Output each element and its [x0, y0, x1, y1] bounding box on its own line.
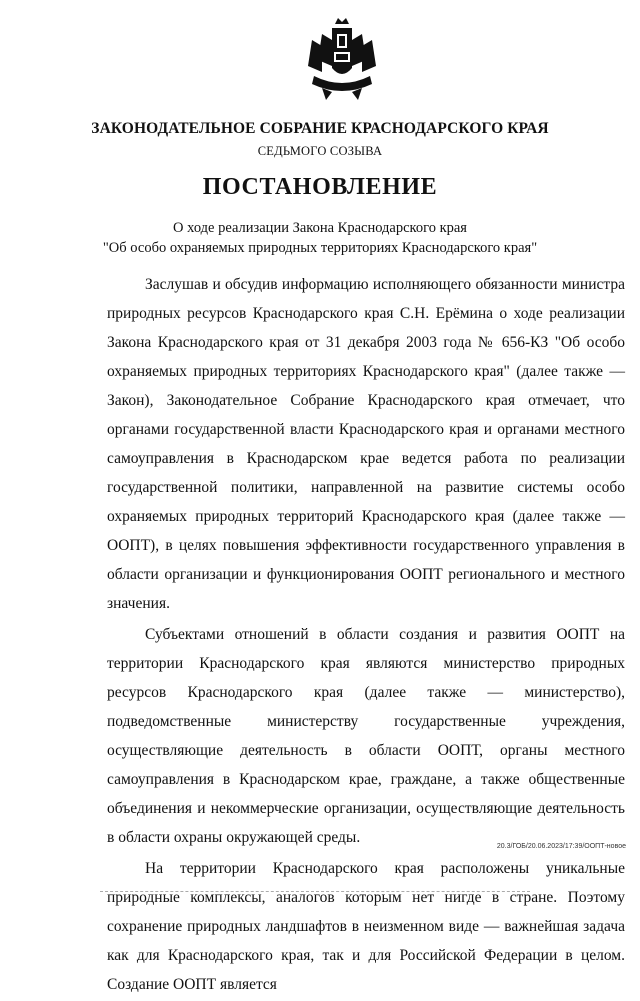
document-type: ПОСТАНОВЛЕНИЕ: [202, 174, 438, 200]
paragraph-1: Заслушав и обсудив информацию исполняющего обязанности министра природных ресурсов Краснодарского края С.Н. Ерёмина о ходе реализации Закона Краснодарского края от 31 декабря 2003 года № 656-КЗ "Об особо охраняемых природных территориях Краснодарского края" (далее также — Закон), Законодательное Собрание Краснодарского края отмечает, что органами государственной власти Краснодарского края и органами местного самоуправления в Краснодарском крае ведется работа по реализации государственной политики, направленной на развитие системы особо охраняемых природных территорий Краснодарского края (далее также — ООПТ), в целях повышения эффективности государственного управления в области организации и функционирования ООПТ регионального и местного значения.: [107, 276, 625, 612]
paragraph-2: Субъектами отношений в области создания и развития ООПТ на территории Краснодарского края являются министерство природных ресурсов Краснодарского края (далее также — министерство), подведомственные министерству государственные учреждения, осуществляющие деятельность в области ООПТ, органы местного самоуправления в Краснодарском крае, граждане, а также общественные объединения и некоммерческие организации, осуществляющие деятельность в области охраны окружающей среды.: [107, 626, 625, 846]
organization-name: ЗАКОНОДАТЕЛЬНОЕ СОБРАНИЕ КРАСНОДАРСКОГО КРАЯ: [91, 120, 549, 137]
subject-line-2: "Об особо охраняемых природных территориях Краснодарского края": [102, 240, 538, 256]
subject-line-1: О ходе реализации Закона Краснодарского края: [173, 220, 467, 236]
scan-edge-line: [100, 891, 530, 892]
document-subject: [0, 218, 640, 258]
convocation: СЕДЬМОГО СОЗЫВА: [257, 144, 383, 158]
document-code: 20.3/ГОБ/20.06.2023/17:39/ООПТ-новое: [496, 843, 626, 850]
paragraph-3: На территории Краснодарского края расположены уникальные природные комплексы, аналогов которым нет нигде в стране. Поэтому сохранение природных ландшафтов в неизменном виде — важнейшая задача как для Краснодарского края, так и для Российской Федерации в целом. Создание ООПТ является: [107, 860, 625, 993]
coat-of-arms-icon: [292, 16, 392, 106]
